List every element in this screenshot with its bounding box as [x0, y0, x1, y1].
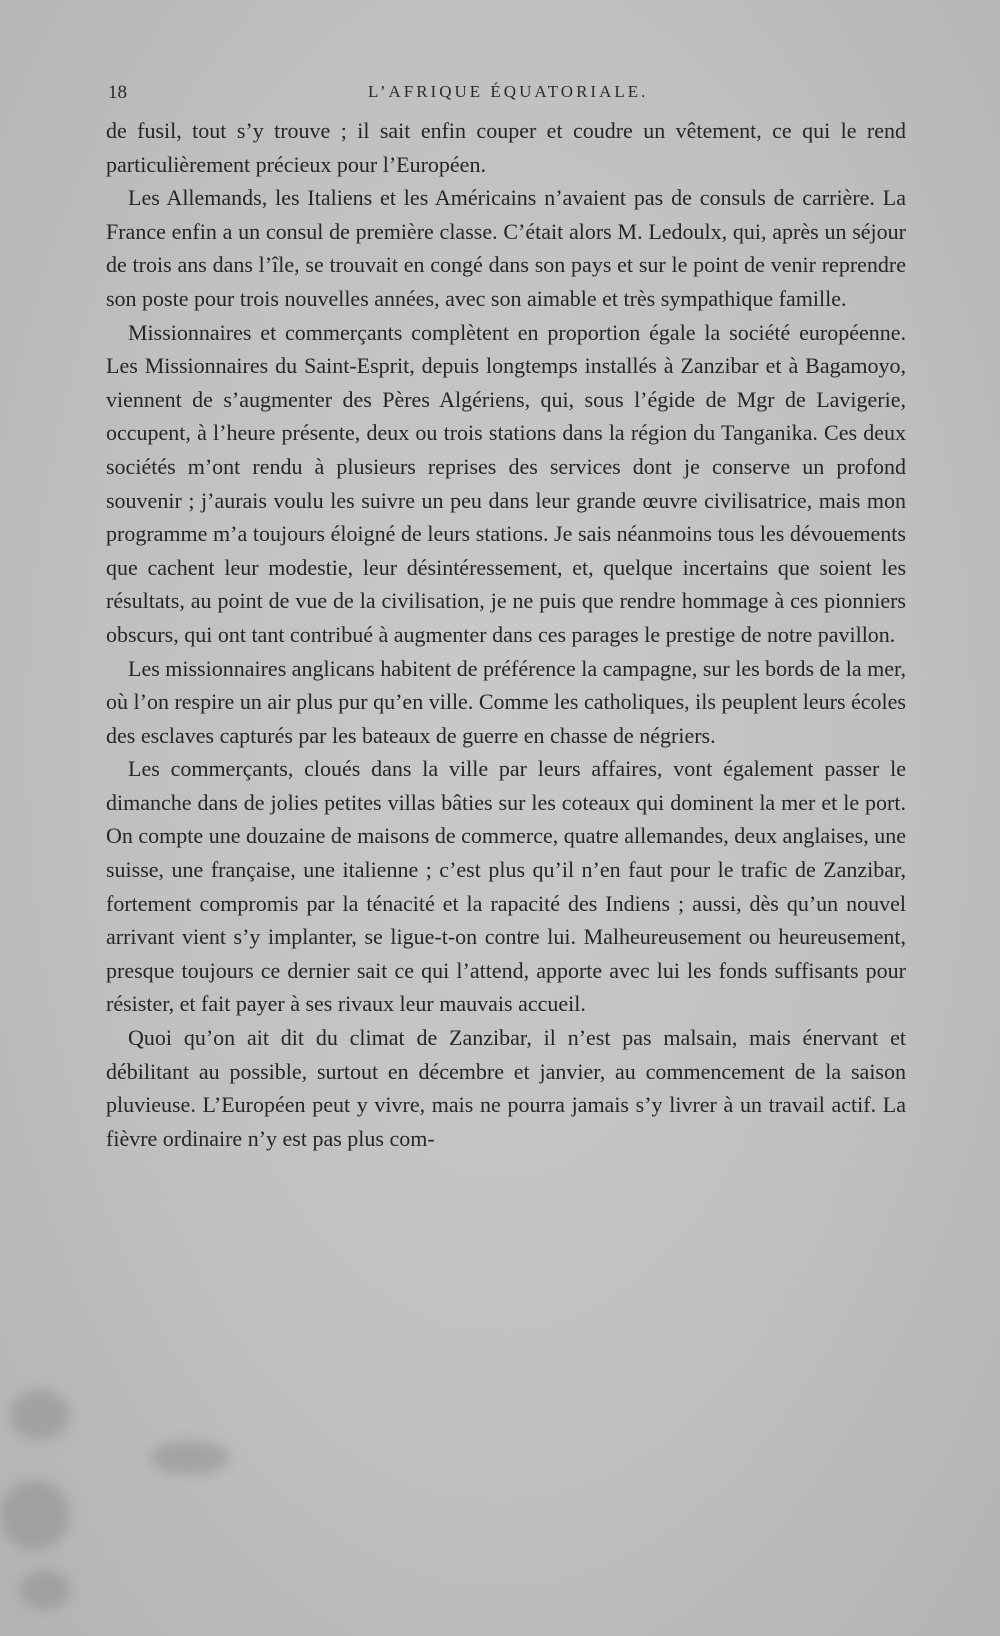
paragraph-consuls: Les Allemands, les Italiens et les Américains n’avaient pas de consuls de carrière. La France enfin a un consul de première classe. C’était alors M. Ledoulx, qui, après un séjour de trois ans dans l’île, se trouvait en congé dans son pays et sur le point de venir reprendre son poste pour trois nouvelles années, avec son aimable et très sympathique famille. [106, 185, 906, 311]
paragraph-missionnaires: Missionnaires et commerçants complètent en proportion égale la société européenne. Les Missionnaires du Saint-Esprit, depuis longtemps installés à Zanzibar et à Bagamoyo, viennent de s’augmenter des Pères Algériens, qui, sous l’égide de Mgr de Lavigerie, occupent, à l’heure présente, deux ou trois stations dans la région du Tanganika. Ces deux sociétés m’ont rendu à plusieurs reprises des services dont je conserve un profond souvenir ; j’aurais voulu les suivre un peu dans leur grande œuvre civilisatrice, mais mon programme m’a toujours éloigné de leurs stations. Je sais néanmoins tous les dévouements que cachent leur modestie, leur désintéressement, et, quelque incertains que soient les résultats, au point de vue de la civilisation, je ne puis que rendre hommage à ces pionniers obscurs, qui ont tant contribué à augmenter dans ces parages le prestige de notre pavillon. [106, 319, 906, 647]
paragraph-climat: Quoi qu’on ait dit du climat de Zanzibar, il n’est pas malsain, mais énervant et débilitant au possible, surtout en décembre et janvier, au commencement de la saison pluvieuse. L’Européen peut y vivre, mais ne pourra jamais s’y livrer à un travail actif. La fièvre ordinaire n’y est pas plus com- [106, 1025, 906, 1151]
paragraph-commercants: Les commerçants, cloués dans la ville par leurs affaires, vont également passer le dimanche dans de jolies petites villas bâties sur les coteaux qui dominent la mer et le port. On compte une douzaine de maisons de commerce, quatre allemandes, deux anglaises, une suisse, une française, une italienne ; c’est plus qu’il n’en faut pour le trafic de Zanzibar, fortement compromis par la ténacité et la rapacité des Indiens ; aussi, dès qu’un nouvel arrivant vient s’y implanter, se ligue-t-on contre lui. Malheureusement ou heureusement, presque toujours ce dernier sait ce qui l’attend, apporte avec lui les fonds suffisants pour résister, et fait payer à ses rivaux leur mauvais accueil. [106, 756, 906, 1017]
paragraph-anglicans: Les missionnaires anglicans habitent de préférence la campagne, sur les bords de la mer, où l’on respire un air plus pur qu’en ville. Comme les catholiques, ils peuplent leurs écoles des esclaves capturés par les bateaux de guerre en chasse de négriers. [106, 655, 906, 748]
stain-mark [0, 1480, 70, 1550]
page-header [108, 82, 908, 106]
stain-mark [150, 1440, 230, 1475]
body-text [106, 114, 906, 1155]
paragraph-continued: de fusil, tout s’y trouve ; il sait enfin couper et coudre un vêtement, ce qui le rend particulièrement précieux pour l’Européen. [106, 118, 906, 177]
page-number: 18 [108, 82, 127, 103]
running-title: L’AFRIQUE ÉQUATORIALE. [368, 82, 649, 101]
stain-mark [20, 1570, 70, 1610]
stain-mark [10, 1390, 70, 1440]
